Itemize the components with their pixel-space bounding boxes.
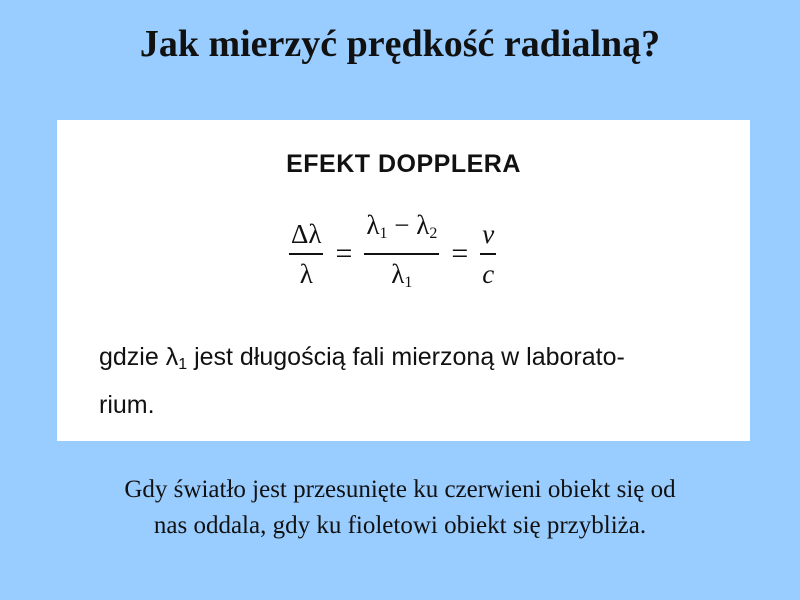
- fraction-delta-lambda-over-lambda: [289, 217, 323, 291]
- lambda-symbol: λ: [366, 210, 380, 240]
- fraction-denominator: c: [482, 259, 495, 289]
- doppler-effect-panel: [57, 120, 750, 441]
- panel-heading: EFEKT DOPPLERA: [286, 150, 521, 178]
- fraction-bar: [480, 253, 496, 255]
- fraction-numerator: Δλ: [291, 219, 322, 249]
- fraction-v-over-c: [480, 217, 496, 291]
- fraction-bar: [364, 253, 439, 255]
- subscript: 1: [379, 225, 388, 242]
- panel-note: [99, 337, 719, 425]
- fraction-numerator: v: [482, 219, 495, 249]
- lambda-symbol: λ: [391, 259, 405, 289]
- slide-caption: [40, 472, 760, 544]
- minus-sign: −: [387, 210, 417, 240]
- note-text: jest długością fali mierzoną w laborato-: [187, 343, 625, 371]
- lambda-symbol: λ: [416, 210, 430, 240]
- lambda-symbol: λ: [165, 343, 179, 371]
- fraction-lambda-difference: [364, 208, 439, 300]
- slide-title: Jak mierzyć prędkość radialną?: [139, 23, 661, 65]
- fraction-numerator: [364, 208, 439, 251]
- fraction-bar: [289, 253, 323, 255]
- caption-line-1: Gdy światło jest przesunięte ku czerwieni obiekt się od: [124, 476, 676, 503]
- subscript: 1: [178, 356, 188, 373]
- caption-line-2: nas oddala, gdy ku fioletowi obiekt się przybliża.: [153, 512, 647, 539]
- fraction-denominator: λ: [299, 259, 313, 289]
- equals-sign: =: [335, 237, 353, 270]
- doppler-formula: [285, 210, 500, 292]
- subscript: 1: [404, 274, 413, 291]
- note-text: gdzie: [99, 343, 166, 371]
- equals-sign: =: [451, 237, 469, 270]
- fraction-denominator: [389, 257, 414, 300]
- note-text: rium.: [99, 391, 155, 419]
- subscript: 2: [429, 225, 438, 242]
